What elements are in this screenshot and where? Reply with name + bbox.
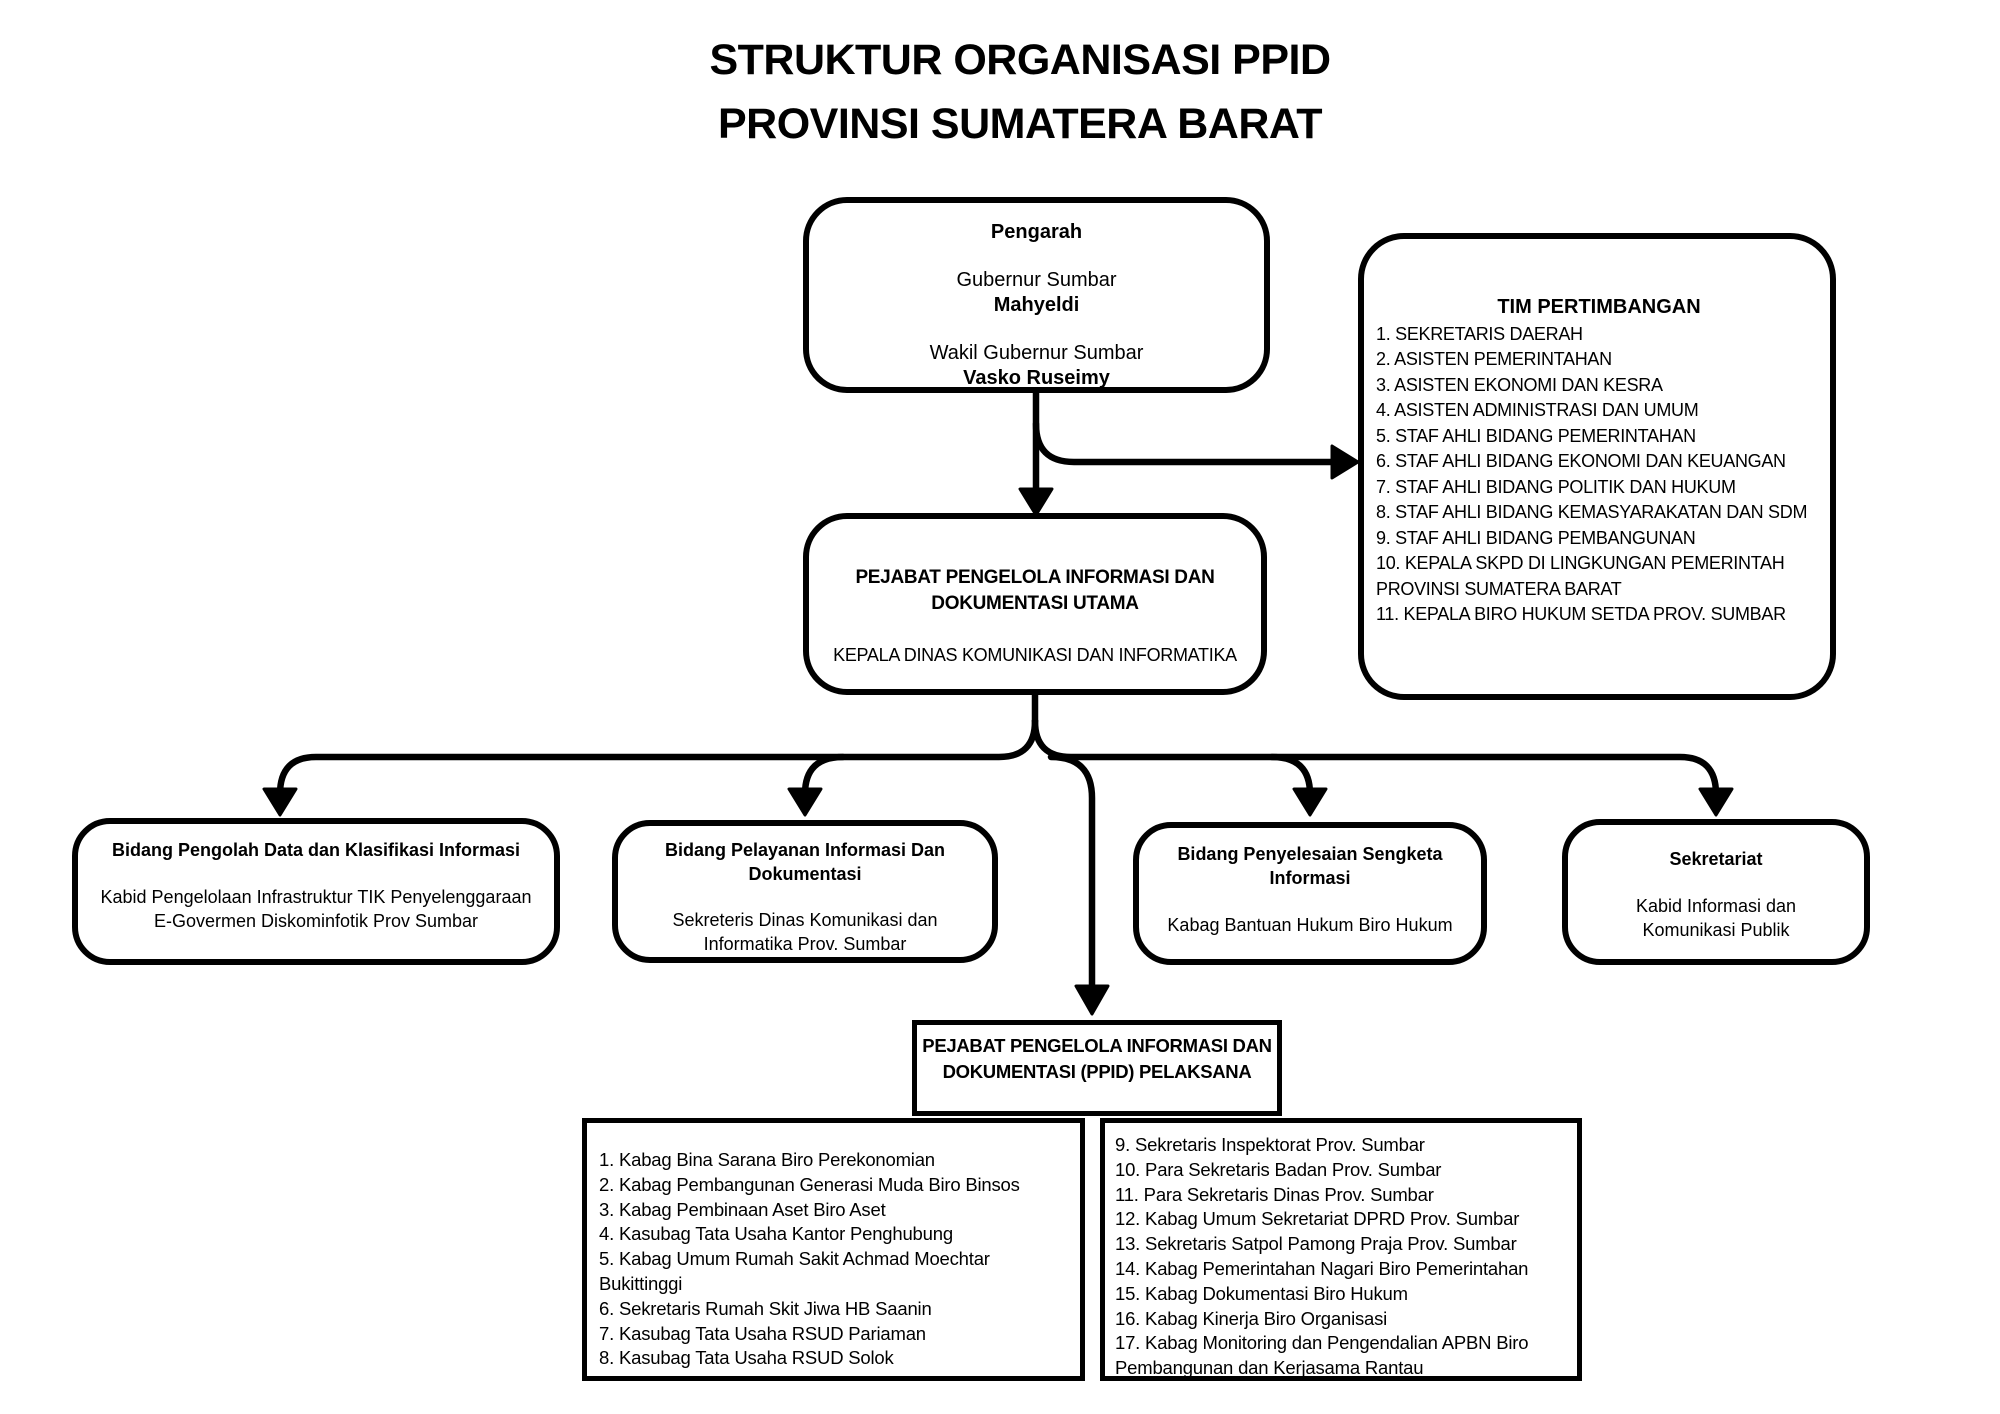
arrowhead-to-bidang1 [264,789,296,815]
arrowhead-to-pelaksana [1076,986,1108,1014]
page-title [480,28,1560,156]
bidang-pelayanan-informasi-box [612,820,998,963]
tim-item: 9. STAF AHLI BIDANG PEMBANGUNAN [1376,527,1696,548]
line-bus-right [1035,721,1716,794]
tim-item: 2. ASISTEN PEMERINTAHAN [1376,349,1612,369]
ppid-utama-holder: KEPALA DINAS KOMUNIKASI DAN INFORMATIKA [833,645,1237,665]
pelaksana-item: 14. Kabag Pemerintahan Nagari Biro Pemerintahan [1115,1257,1529,1279]
line-drop-pelaksana [1051,757,1092,990]
tim-item: 10. KEPALA SKPD DI LINGKUNGAN PEMERINTAH PROVINSI SUMATERA BARAT [1376,553,1785,599]
pelaksana-item: 6. Sekretaris Rumah Skit Jiwa HB Saanin [599,1297,932,1319]
ppid-pelaksana-list-left [582,1118,1085,1381]
bidang-pengolah-data-heading: Bidang Pengolah Data dan Klasifikasi Informasi [111,840,521,860]
arrowhead-to-bidang3 [1294,789,1326,815]
pelaksana-item: 5. Kabag Umum Rumah Sakit Achmad Moechtar Bukittinggi [599,1248,990,1294]
page-title-line-1: STRUKTUR ORGANISASI PPID [709,36,1331,84]
pelaksana-item: 16. Kabag Kinerja Biro Organisasi [1115,1307,1388,1329]
bidang-pelayanan-informasi-heading: Bidang Pelayanan Informasi Dan Dokumentasi [664,840,946,884]
pelaksana-item: 10. Para Sekretaris Badan Prov. Sumbar [1115,1158,1442,1180]
line-pengarah-to-tim [1036,424,1336,462]
tim-item: 1. SEKRETARIS DAERAH [1376,323,1583,344]
ppid-utama-box [803,513,1267,695]
pelaksana-item: 17. Kabag Monitoring dan Pengendalian APBN Biro Pembangunan dan Kerjasama Rantau [1115,1332,1529,1379]
bidang-pengolah-data-box [72,818,560,965]
ppid-pelaksana-list-right [1100,1118,1582,1381]
tim-item: 11. KEPALA BIRO HUKUM SETDA PROV. SUMBAR [1376,604,1786,624]
pengarah-box [803,197,1270,393]
tim-item: 7. STAF AHLI BIDANG POLITIK DAN HUKUM [1376,476,1736,497]
pelaksana-item: 9. Sekretaris Inspektorat Prov. Sumbar [1115,1134,1425,1155]
ppid-pelaksana-box [912,1020,1282,1116]
page-title-line-2: PROVINSI SUMATERA BARAT [717,100,1323,148]
pengarah-heading: Pengarah [990,221,1083,243]
bidang-penyelesaian-sengketa-box [1133,822,1487,965]
pengarah-role-1: Gubernur Sumbar [956,269,1117,291]
pelaksana-item: 3. Kabag Pembinaan Aset Biro Aset [599,1198,886,1220]
pengarah-name-1: Mahyeldi [993,294,1080,316]
bidang-penyelesaian-sengketa-holder: Kabag Bantuan Hukum Biro Hukum [1167,915,1453,935]
line-bus-left [280,721,1035,794]
arrowhead-to-bidang2 [789,789,821,815]
pelaksana-item: 1. Kabag Bina Sarana Biro Perekonomian [599,1149,935,1170]
bidang-pelayanan-informasi-holder: Sekreteris Dinas Komunikasi dan Informatika Prov. Sumbar [672,910,938,954]
sekretariat-box [1562,819,1870,965]
tim-item: 3. ASISTEN EKONOMI DAN KESRA [1376,374,1663,395]
tim-item: 4. ASISTEN ADMINISTRASI DAN UMUM [1376,400,1699,420]
pengarah-role-2: Wakil Gubernur Sumbar [929,342,1144,364]
pengarah-name-2: Vasko Ruseimy [963,367,1110,389]
pelaksana-item: 11. Para Sekretaris Dinas Prov. Sumbar [1115,1183,1434,1205]
pelaksana-item: 7. Kasubag Tata Usaha RSUD Pariaman [599,1322,926,1344]
tim-item: 5. STAF AHLI BIDANG PEMERINTAHAN [1376,425,1696,446]
sekretariat-heading: Sekretariat [1669,849,1763,869]
pelaksana-item: 4. Kasubag Tata Usaha Kantor Penghubung [599,1223,953,1245]
bidang-pengolah-data-holder: Kabid Pengelolaan Infrastruktur TIK Penyelenggaraan E-Govermen Diskominfotik Prov Sumbar [100,887,532,931]
pelaksana-item: 8. Kasubag Tata Usaha RSUD Solok [599,1347,894,1369]
arrowhead-to-bidang4 [1700,789,1732,815]
tim-item: 8. STAF AHLI BIDANG KEMASYARAKATAN DAN SDM [1376,502,1808,522]
bidang-penyelesaian-sengketa-heading: Bidang Penyelesaian Sengketa Informasi [1177,844,1443,888]
ppid-utama-heading: PEJABAT PENGELOLA INFORMASI DAN DOKUMENTASI UTAMA [855,567,1215,614]
tim-pertimbangan-heading: TIM PERTIMBANGAN [1497,296,1701,318]
pelaksana-item: 15. Kabag Dokumentasi Biro Hukum [1115,1282,1408,1304]
ppid-pelaksana-heading: PEJABAT PENGELOLA INFORMASI DAN DOKUMENTASI (PPID) PELAKSANA [922,1035,1272,1082]
arrowhead-to-tim [1332,446,1358,478]
arrowhead-to-utama [1020,489,1052,515]
pelaksana-item: 2. Kabag Pembangunan Generasi Muda Biro Binsos [599,1173,1020,1195]
pelaksana-item: 13. Sekretaris Satpol Pamong Praja Prov. Sumbar [1115,1233,1517,1255]
tim-pertimbangan-box [1358,233,1836,700]
sekretariat-holder: Kabid Informasi dan Komunikasi Publik [1635,896,1797,940]
tim-item: 6. STAF AHLI BIDANG EKONOMI DAN KEUANGAN [1376,451,1786,471]
pelaksana-item: 12. Kabag Umum Sekretariat DPRD Prov. Sumbar [1115,1208,1520,1230]
